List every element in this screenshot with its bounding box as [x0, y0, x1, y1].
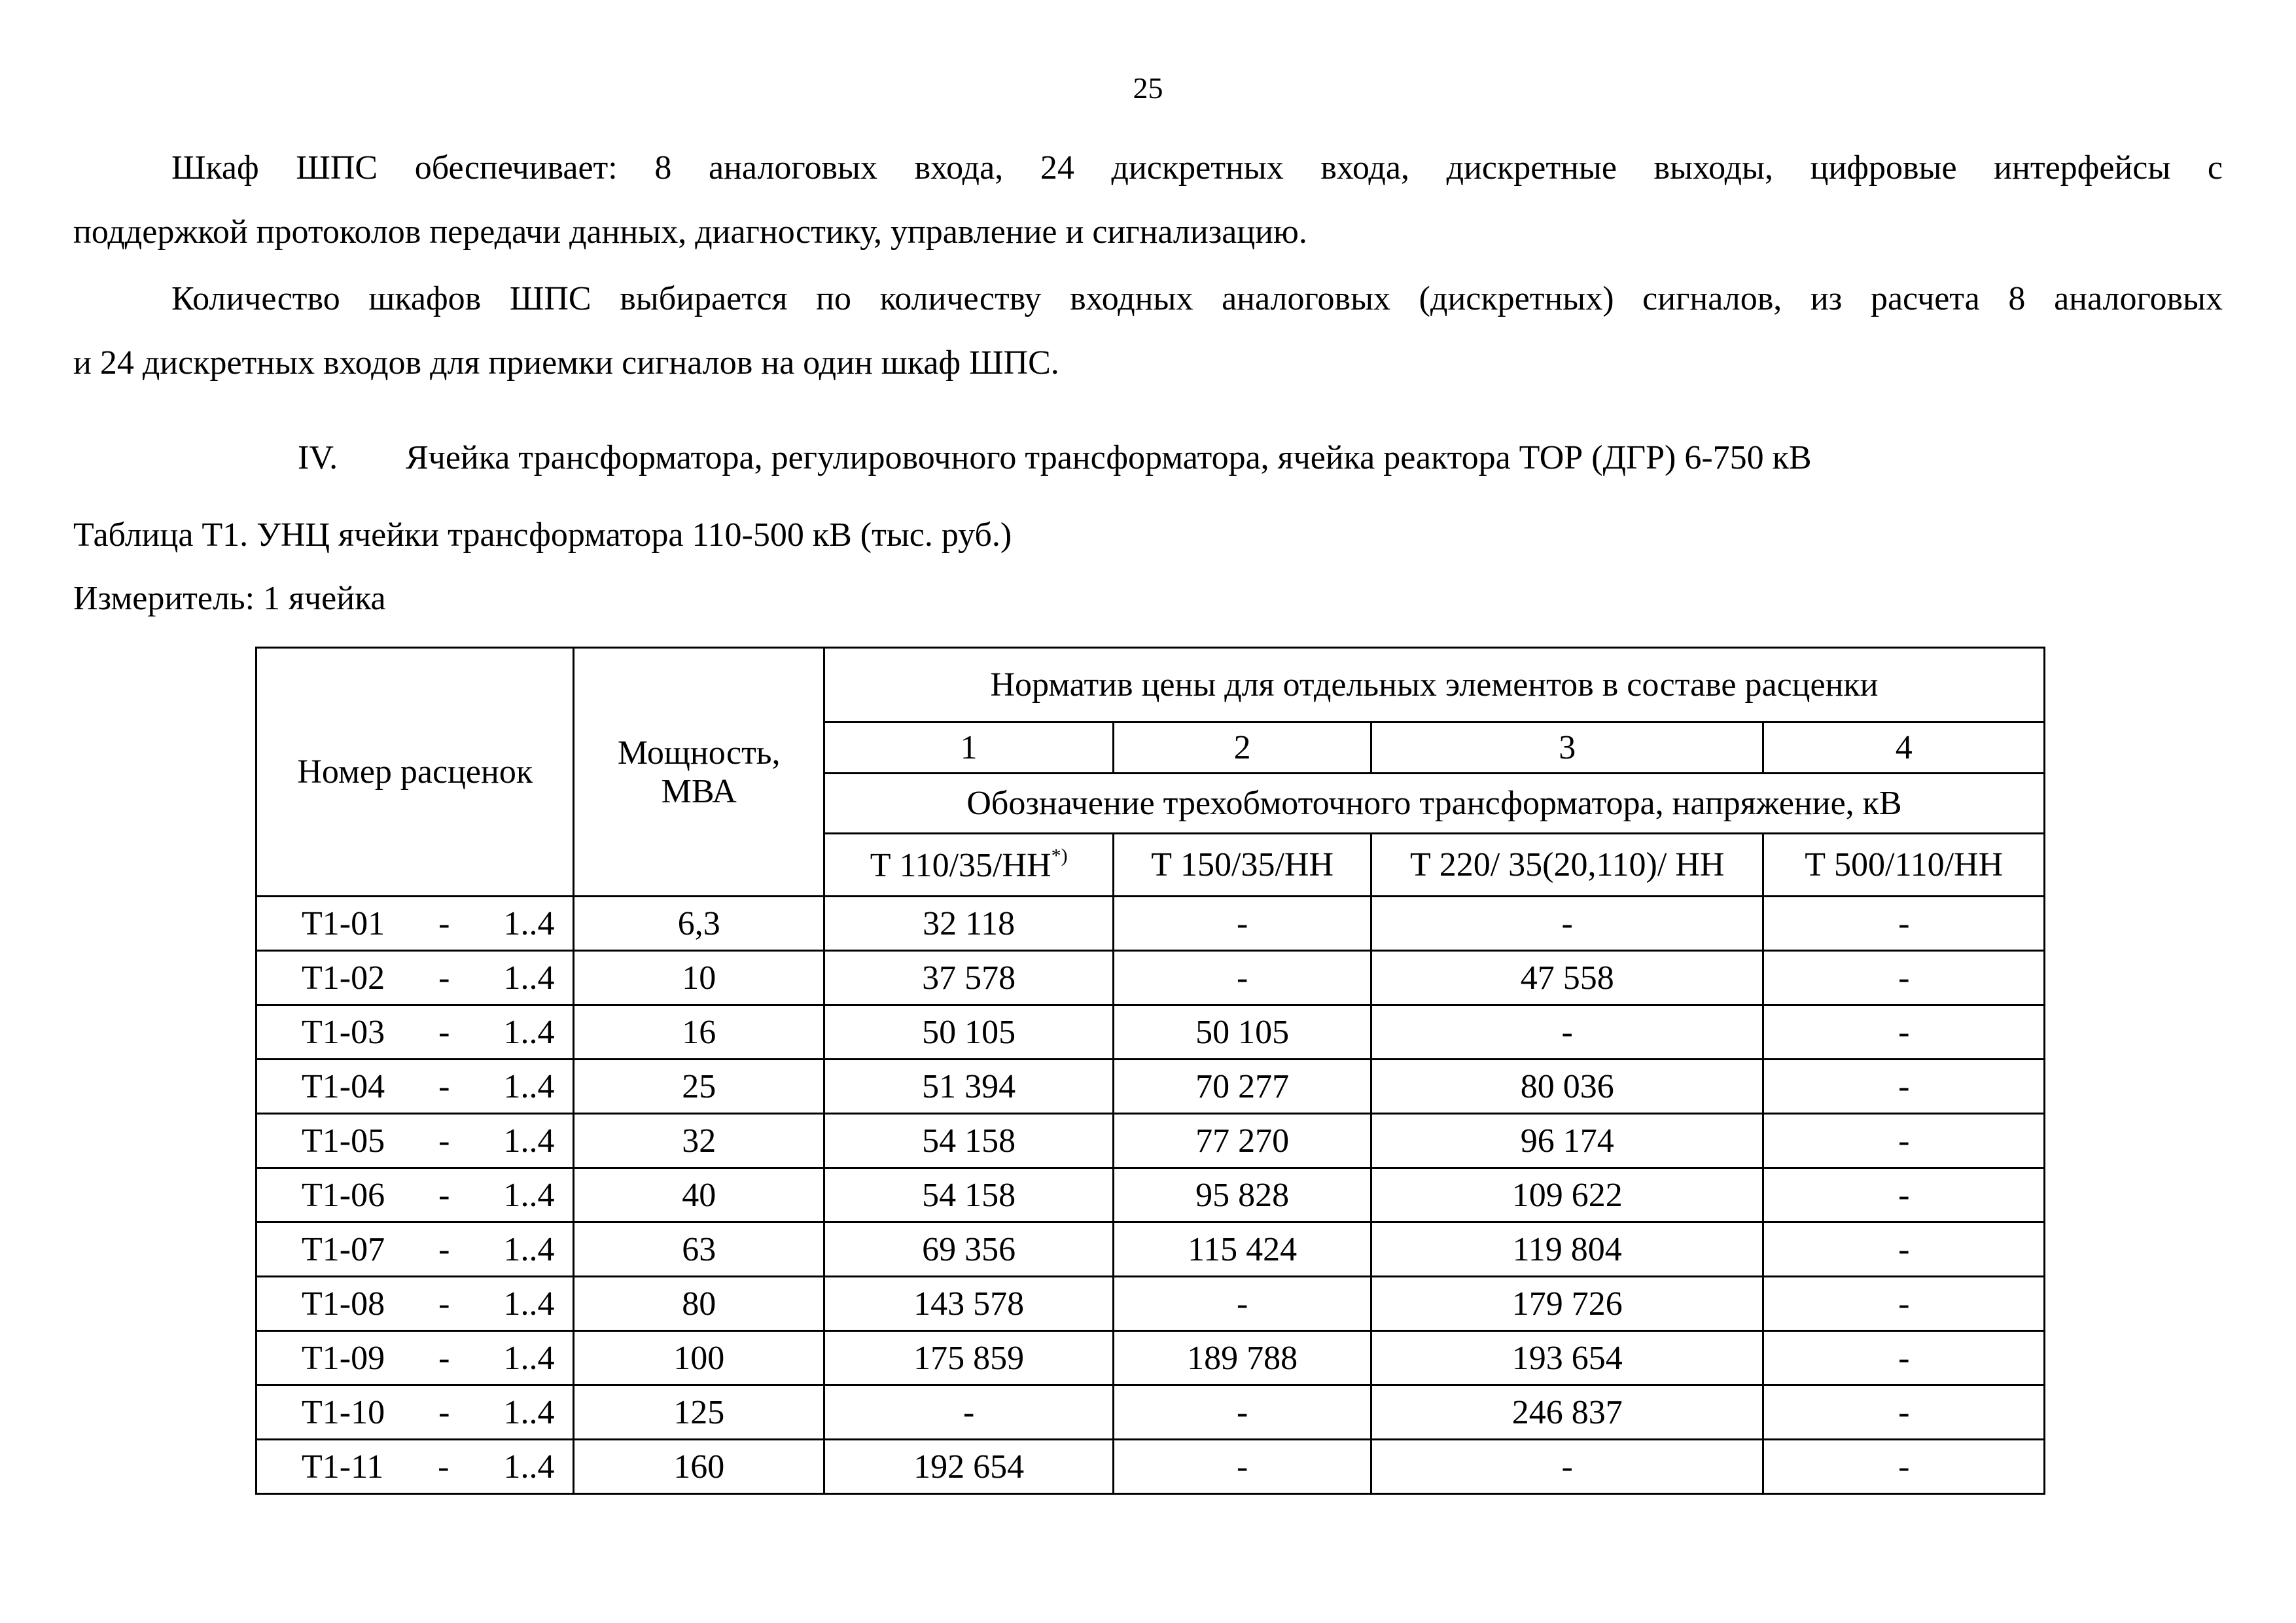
paragraph-shps-count: [73, 267, 2223, 395]
header-type-label: Т 110/35/НН: [870, 847, 1051, 884]
section-heading: [298, 438, 1812, 477]
row-dash: -: [438, 959, 450, 997]
table-row: [256, 1277, 2045, 1331]
row-value-3: 80 036: [1371, 1060, 1763, 1114]
row-code-cell: [256, 1331, 574, 1385]
table-row: [256, 1005, 2045, 1060]
header-norm: Норматив цены для отдельных элементов в составе расценки: [824, 648, 2044, 722]
row-value-4: -: [1763, 1331, 2045, 1385]
header-col-number: 1: [824, 722, 1113, 774]
row-code: Т1-05: [302, 1122, 385, 1160]
section-title: Ячейка трансформатора, регулировочного трансформатора, ячейка реактора ТОР (ДГР) 6-750 кВ: [406, 439, 1812, 476]
row-code: Т1-02: [302, 959, 385, 997]
row-dash: -: [438, 1013, 450, 1051]
header-type: Т 500/110/НН: [1763, 834, 2045, 897]
row-value-1: 37 578: [824, 951, 1113, 1005]
section-number: IV.: [298, 439, 338, 476]
footnote-marker: *): [1051, 845, 1068, 866]
table-row: [256, 1168, 2045, 1222]
row-power: 100: [574, 1331, 824, 1385]
row-range: 1..4: [503, 1176, 555, 1214]
row-value-4: -: [1763, 1440, 2045, 1494]
row-range: 1..4: [503, 1339, 555, 1377]
header-power-line: Мощность,: [617, 734, 781, 772]
row-code: Т1-07: [302, 1230, 385, 1268]
row-dash: -: [438, 1339, 450, 1377]
row-code: Т1-01: [302, 904, 385, 942]
row-range: 1..4: [503, 1285, 555, 1323]
row-value-4: -: [1763, 1005, 2045, 1060]
header-power-line: МВА: [661, 772, 737, 810]
row-dash: -: [438, 1067, 450, 1105]
row-range: 1..4: [503, 1122, 555, 1160]
row-code-cell: [256, 1277, 574, 1331]
table-row: [256, 1440, 2045, 1494]
row-dash: -: [438, 1176, 450, 1214]
table-row: [256, 951, 2045, 1005]
paragraph-line: Количество шкафов ШПС выбирается по количеству входных аналоговых (дискретных) сигналов, из расчета 8 аналоговых: [171, 280, 2223, 317]
paragraph-line: поддержкой протоколов передачи данных, диагностику, управление и сигнализацию.: [73, 213, 1307, 251]
row-value-2: -: [1114, 1440, 1371, 1494]
row-value-2: 77 270: [1114, 1114, 1371, 1168]
row-range: 1..4: [503, 904, 555, 942]
row-range: 1..4: [503, 1067, 555, 1105]
row-value-3: -: [1371, 1005, 1763, 1060]
page-number: 25: [1133, 71, 1163, 105]
row-value-3: 119 804: [1371, 1222, 1763, 1277]
row-code-cell: [256, 1060, 574, 1114]
row-power: 6,3: [574, 897, 824, 951]
row-code-cell: [256, 1168, 574, 1222]
row-range: 1..4: [503, 1393, 555, 1431]
header-type: Т 150/35/НН: [1114, 834, 1371, 897]
row-dash: -: [438, 904, 450, 942]
table-row: [256, 897, 2045, 951]
row-value-4: -: [1763, 1222, 2045, 1277]
row-value-4: -: [1763, 1277, 2045, 1331]
row-value-4: -: [1763, 897, 2045, 951]
row-value-1: 54 158: [824, 1114, 1113, 1168]
row-value-4: -: [1763, 1168, 2045, 1222]
row-value-3: 96 174: [1371, 1114, 1763, 1168]
row-value-4: -: [1763, 1114, 2045, 1168]
row-value-3: 109 622: [1371, 1168, 1763, 1222]
row-code: Т1-10: [302, 1393, 385, 1431]
row-value-1: 54 158: [824, 1168, 1113, 1222]
row-value-2: 95 828: [1114, 1168, 1371, 1222]
row-value-3: -: [1371, 1440, 1763, 1494]
table-row: [256, 1222, 2045, 1277]
row-code-cell: [256, 1440, 574, 1494]
row-code-cell: [256, 1114, 574, 1168]
row-value-1: 69 356: [824, 1222, 1113, 1277]
row-value-2: 50 105: [1114, 1005, 1371, 1060]
table-body: [256, 897, 2045, 1494]
row-value-2: -: [1114, 897, 1371, 951]
table-caption: Таблица Т1. УНЦ ячейки трансформатора 110-500 кВ (тыс. руб.): [73, 516, 1012, 554]
price-table: [255, 647, 2045, 1495]
row-range: 1..4: [503, 1448, 555, 1486]
row-value-4: -: [1763, 951, 2045, 1005]
row-dash: -: [438, 1230, 450, 1268]
row-range: 1..4: [503, 1230, 555, 1268]
row-range: 1..4: [503, 1013, 555, 1051]
row-power: 10: [574, 951, 824, 1005]
row-value-3: -: [1371, 897, 1763, 951]
row-range: 1..4: [503, 959, 555, 997]
table-row: [256, 1060, 2045, 1114]
header-col-number: 4: [1763, 722, 2045, 774]
header-designation: Обозначение трехобмоточного трансформатора, напряжение, кВ: [824, 774, 2044, 834]
row-code-cell: [256, 1385, 574, 1440]
row-value-2: -: [1114, 1277, 1371, 1331]
row-value-2: 189 788: [1114, 1331, 1371, 1385]
row-code-cell: [256, 1005, 574, 1060]
row-value-2: 115 424: [1114, 1222, 1371, 1277]
row-value-1: 50 105: [824, 1005, 1113, 1060]
row-value-1: 32 118: [824, 897, 1113, 951]
row-code: Т1-09: [302, 1339, 385, 1377]
row-value-2: 70 277: [1114, 1060, 1371, 1114]
row-power: 40: [574, 1168, 824, 1222]
row-value-3: 179 726: [1371, 1277, 1763, 1331]
row-value-1: 192 654: [824, 1440, 1113, 1494]
row-dash: -: [438, 1393, 450, 1431]
row-dash: -: [438, 1448, 450, 1486]
row-power: 160: [574, 1440, 824, 1494]
row-value-4: -: [1763, 1385, 2045, 1440]
row-power: 16: [574, 1005, 824, 1060]
row-code: Т1-11: [302, 1448, 384, 1486]
table-row: [256, 1114, 2045, 1168]
row-value-1: 175 859: [824, 1331, 1113, 1385]
row-code: Т1-06: [302, 1176, 385, 1214]
row-power: 125: [574, 1385, 824, 1440]
header-col-number: 2: [1114, 722, 1371, 774]
row-value-3: 193 654: [1371, 1331, 1763, 1385]
row-code-cell: [256, 897, 574, 951]
row-dash: -: [438, 1285, 450, 1323]
paragraph-line: Шкаф ШПС обеспечивает: 8 аналоговых входа, 24 дискретных входа, дискретные выходы, цифровые интерфейсы с: [171, 149, 2223, 187]
header-power: [574, 648, 824, 897]
table-unit: Измеритель: 1 ячейка: [73, 580, 386, 617]
row-code: Т1-08: [302, 1285, 385, 1323]
row-code-cell: [256, 951, 574, 1005]
header-col-number: 3: [1371, 722, 1763, 774]
table-row: [256, 1385, 2045, 1440]
row-value-2: -: [1114, 1385, 1371, 1440]
row-value-1: -: [824, 1385, 1113, 1440]
row-power: 32: [574, 1114, 824, 1168]
row-power: 63: [574, 1222, 824, 1277]
header-type: [824, 834, 1113, 897]
row-power: 80: [574, 1277, 824, 1331]
row-code: Т1-04: [302, 1067, 385, 1105]
row-value-4: -: [1763, 1060, 2045, 1114]
row-power: 25: [574, 1060, 824, 1114]
paragraph-shps-features: [73, 136, 2223, 264]
row-value-3: 47 558: [1371, 951, 1763, 1005]
header-type: Т 220/ 35(20,110)/ НН: [1371, 834, 1763, 897]
row-value-1: 143 578: [824, 1277, 1113, 1331]
row-value-3: 246 837: [1371, 1385, 1763, 1440]
row-value-2: -: [1114, 951, 1371, 1005]
paragraph-line: и 24 дискретных входов для приемки сигналов на один шкаф ШПС.: [73, 344, 1059, 382]
row-code-cell: [256, 1222, 574, 1277]
row-dash: -: [438, 1122, 450, 1160]
header-code: Номер расценок: [256, 648, 574, 897]
row-value-1: 51 394: [824, 1060, 1113, 1114]
row-code: Т1-03: [302, 1013, 385, 1051]
table-row: [256, 1331, 2045, 1385]
